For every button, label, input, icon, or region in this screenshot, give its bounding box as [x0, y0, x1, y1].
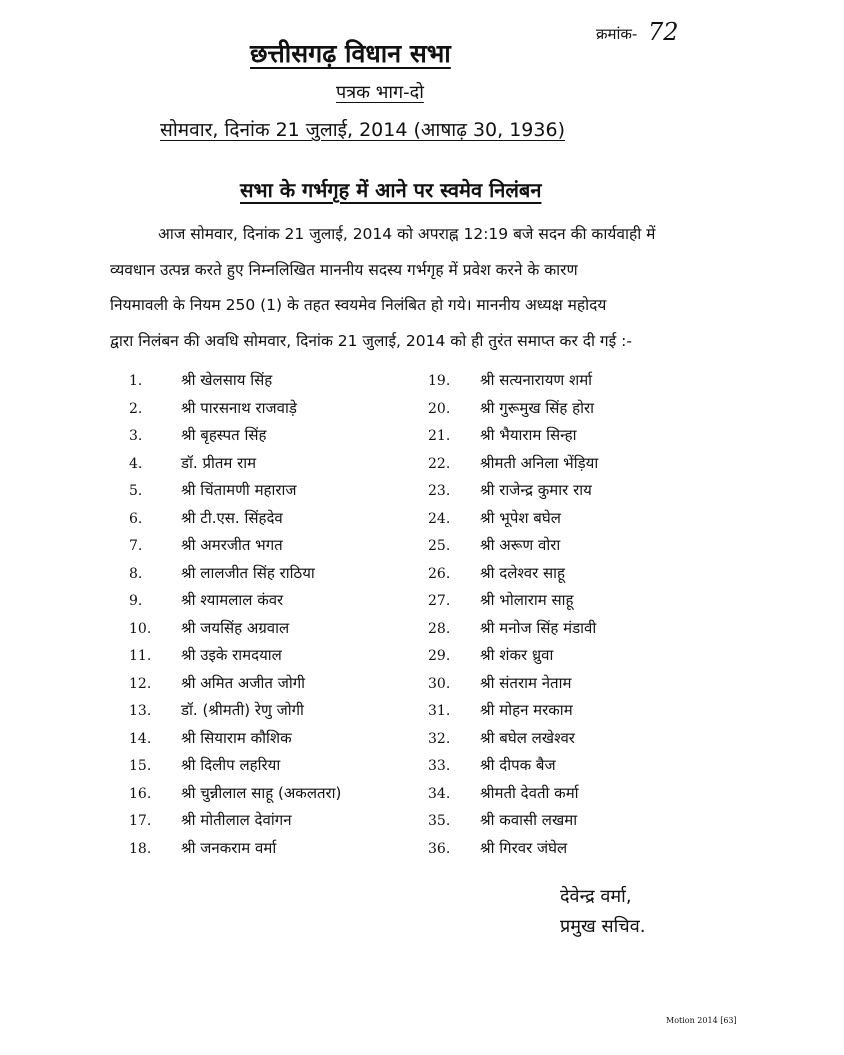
member-name: श्री खेलसाय सिंह	[181, 371, 273, 389]
member-name: श्री राजेन्द्र कुमार राय	[480, 481, 592, 499]
member-name: श्री पारसनाथ राजवाड़े	[181, 398, 297, 417]
member-name: श्री बघेल लखेश्वर	[480, 728, 575, 747]
member-name: श्री जयसिंह अग्रवाल	[181, 618, 290, 637]
member-name: श्री जनकराम वर्मा	[181, 838, 277, 857]
member-name: श्री भैयाराम सिन्हा	[480, 426, 577, 444]
member-number: 29.	[428, 648, 451, 664]
member-number: 2.	[129, 400, 143, 417]
member-name: श्री सत्यनारायण शर्मा	[480, 371, 593, 389]
member-number: 15.	[129, 758, 152, 774]
serial-number: 72	[648, 18, 679, 46]
paragraph-line: व्यवधान उत्पन्न करते हुए निम्नलिखित माननीय सदस्य गर्भगृह में प्रवेश करने के कारण	[110, 261, 578, 279]
member-number: 3.	[129, 428, 143, 444]
member-name: श्री टी.एस. सिंहदेव	[181, 508, 283, 527]
member-number: 28.	[428, 620, 451, 637]
member-number: 32.	[428, 730, 451, 747]
member-name: श्रीमती देवती कर्मा	[480, 783, 579, 802]
member-name: श्री बृहस्पत सिंह	[181, 426, 267, 444]
member-number: 12.	[129, 675, 152, 692]
member-name: श्री संतराम नेताम	[480, 673, 572, 692]
member-name: श्री शंकर ध्रुवा	[480, 646, 554, 664]
section-heading: सभा के गर्भगृह में आने पर स्वमेव निलंबन	[240, 178, 542, 202]
member-number: 10.	[129, 620, 152, 637]
member-name: श्री श्यामलाल कंवर	[181, 591, 284, 609]
serial-label: क्रमांक-	[596, 25, 638, 43]
signatory-designation: प्रमुख सचिव.	[560, 916, 646, 937]
member-name: श्री मनोज सिंह मंडावी	[480, 618, 597, 637]
member-number: 14.	[129, 730, 152, 747]
paragraph-line: नियमावली के नियम 250 (1) के तहत स्वयमेव निलंबित हो गये। माननीय अध्यक्ष महोदय	[110, 296, 607, 314]
member-name: डॉ. प्रीतम राम	[181, 453, 257, 472]
member-name: श्री चुन्नीलाल साहू (अकलतरा)	[181, 783, 342, 802]
member-name: श्री भूपेश बघेल	[480, 508, 561, 527]
member-name: श्री सियाराम कौशिक	[181, 728, 292, 747]
member-number: 8.	[129, 565, 143, 582]
member-name: श्री चिंतामणी महाराज	[181, 481, 297, 499]
member-name: श्री अमरजीत भगत	[181, 536, 283, 554]
member-name: श्री अमित अजीत जोगी	[181, 673, 306, 692]
member-number: 27.	[428, 593, 451, 609]
member-number: 33.	[428, 758, 451, 774]
member-name: श्रीमती अनिला भेंड़िया	[480, 453, 599, 472]
member-number: 16.	[129, 785, 152, 802]
member-number: 26.	[428, 565, 451, 582]
member-number: 23.	[428, 483, 451, 499]
member-number: 25.	[428, 538, 451, 554]
member-name: श्री कवासी लखमा	[480, 811, 578, 829]
member-name: श्री अरूण वोरा	[480, 536, 561, 554]
member-number: 4.	[129, 455, 143, 472]
member-name: डॉ. (श्रीमती) रेणु जोगी	[181, 701, 304, 719]
document-subtitle: पत्रक भाग-दो	[336, 82, 424, 103]
member-name: श्री दिलीप लहरिया	[181, 756, 281, 774]
member-number: 7.	[129, 538, 143, 554]
member-number: 21.	[428, 428, 451, 444]
member-number: 19.	[428, 373, 451, 389]
member-number: 9.	[129, 593, 143, 609]
paragraph-line: द्वारा निलंबन की अवधि सोमवार, दिनांक 21 जुलाई, 2014 को ही तुरंत समाप्त कर दी गई :-	[110, 332, 632, 350]
member-number: 34.	[428, 785, 451, 802]
member-number: 17.	[129, 813, 152, 829]
member-number: 13.	[129, 703, 152, 719]
member-number: 6.	[129, 510, 143, 527]
member-number: 22.	[428, 455, 451, 472]
signatory-name: देवेन्द्र वर्मा,	[560, 886, 632, 907]
document-date: सोमवार, दिनांक 21 जुलाई, 2014 (आषाढ़ 30, 1936)	[160, 119, 565, 141]
member-number: 1.	[129, 373, 143, 389]
member-name: श्री लालजीत सिंह राठिया	[181, 563, 315, 582]
footer-reference: Motion 2014 [63]	[666, 1016, 737, 1025]
member-number: 11.	[129, 648, 152, 664]
member-number: 5.	[129, 483, 143, 499]
member-name: श्री दीपक बैज	[480, 756, 556, 774]
document-title: छत्तीसगढ़ विधान सभा	[250, 39, 451, 68]
member-name: श्री गुरूमुख सिंह होरा	[480, 398, 595, 417]
member-name: श्री मोतीलाल देवांगन	[181, 811, 292, 829]
member-number: 36.	[428, 840, 451, 857]
member-number: 31.	[428, 703, 451, 719]
member-number: 24.	[428, 510, 451, 527]
member-number: 35.	[428, 813, 451, 829]
member-name: श्री भोलाराम साहू	[480, 591, 574, 609]
member-name: श्री गिरवर जंघेल	[480, 838, 568, 857]
member-name: श्री दलेश्वर साहू	[480, 563, 566, 582]
member-name: श्री मोहन मरकाम	[480, 701, 573, 719]
member-number: 30.	[428, 675, 451, 692]
member-number: 20.	[428, 400, 451, 417]
member-number: 18.	[129, 840, 152, 857]
paragraph-line: आज सोमवार, दिनांक 21 जुलाई, 2014 को अपराह्न 12:19 बजे सदन की कार्यवाही में	[158, 225, 656, 243]
member-name: श्री उइके रामदयाल	[181, 646, 282, 664]
